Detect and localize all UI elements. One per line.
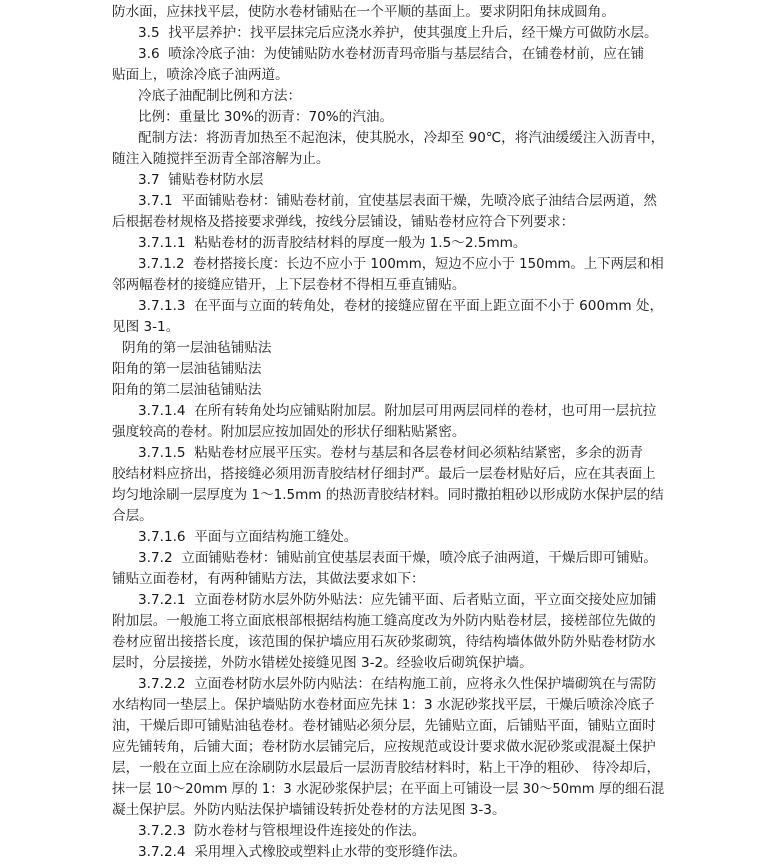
text-line: 3.7.2.3 防水卷材与管根埋设件连接处的作法。 <box>138 823 426 839</box>
text-line: 阳角的第一层油毡铺贴法 <box>112 361 262 377</box>
text-line: 防水面，应抹找平层，使防水卷材铺贴在一个平顺的基面上。要求阴阳角抹成圆角。 <box>112 4 615 20</box>
text-line: 随注入随搅拌至沥青全部溶解为止。 <box>112 151 330 167</box>
text-line: 3.7.2 立面铺贴卷材：铺贴前宜使基层表面干燥，喷冷底子油两道，干燥后即可铺贴。 <box>138 550 658 566</box>
text-line: 3.7 铺贴卷材防水层 <box>138 172 264 188</box>
text-line: 配制方法：将沥青加热至不起泡沫，使其脱水，冷却至 90℃，将汽油缓缓注入沥青中， <box>138 130 665 146</box>
text-line: 贴面上，喷涂冷底子油两道。 <box>112 67 289 83</box>
text-line: 水结构同一垫层上。保护墙贴防水卷材面应先抹 1：3 水泥砂浆找平层，干燥后喷涂冷底子 <box>112 697 655 713</box>
text-line: 3.7.1.3 在平面与立面的转角处，卷材的接缝应留在平面上距立面不小于 600mm 处， <box>138 298 664 314</box>
text-line: 铺贴立面卷材，有两种铺贴方法，其做法要求如下： <box>112 571 425 587</box>
text-line: 合层。 <box>112 508 153 524</box>
text-line: 附加层。一般施工将立面底根部根据结构施工缝高度改为外防内贴卷材层，接槎部位先做的 <box>112 613 656 629</box>
text-line: 3.7.1.2 卷材搭接长度：长边不应小于 100mm，短边不应小于 150mm。上下两层和相 <box>138 256 664 272</box>
text-line: 强度较高的卷材。附加层应按加固处的形状仔细粘贴紧密。 <box>112 424 466 440</box>
text-line: 冷底子油配制比例和方法： <box>138 88 302 104</box>
text-line: 见图 3-1。 <box>112 319 180 335</box>
text-line: 3.7.2.1 立面卷材防水层外防外贴法：应先铺平面、后者贴立面，平立面交接处应加铺 <box>138 592 657 608</box>
text-line: 抹一层 10～20mm 厚的 1：3 水泥砂浆保护层；在平面上可铺设一层 30～50mm 厚的细石混 <box>112 781 665 797</box>
text-line: 邻两幅卷材的接缝应错开，上下层卷材不得相互垂直铺贴。 <box>112 277 466 293</box>
text-line: 3.7.2.4 采用埋入式橡胶或塑料止水带的变形缝作法。 <box>138 844 467 860</box>
text-line: 层，一般在立面上应在涂刷防水层最后一层沥青胶结材料时，粘上干净的粗砂、 待冷却后， <box>112 760 661 776</box>
text-line: 层时，分层接搓，外防水错槎处接缝见图 3-2。经验收后砌筑保护墙。 <box>112 655 533 671</box>
text-line: 油，干燥后即可铺贴油毡卷材。卷材铺贴必须分层，先铺贴立面，后铺贴平面，铺贴立面时 <box>112 718 656 734</box>
text-line: 阳角的第二层油毡铺贴法 <box>112 382 262 398</box>
text-line: 阴角的第一层油毡铺贴法 <box>122 340 272 356</box>
text-line: 3.7.1.5 粘贴卷材应展平压实。卷材与基层和各层卷材间必须粘结紧密，多余的沥青 <box>138 445 643 461</box>
text-line: 胶结材料应挤出，搭接缝必须用沥青胶结材仔细封严。最后一层卷材贴好后，应在其表面上 <box>112 466 656 482</box>
text-line: 3.5 找平层养护：找平层抹完后应浇水养护，使其强度上升后，经干燥方可做防水层。 <box>138 25 658 41</box>
text-line: 3.6 喷涂冷底子油：为使铺贴防水卷材沥青玛帝脂与基层结合，在铺卷材前，应在铺 <box>138 46 645 62</box>
text-line: 3.7.1.6 平面与立面结构施工缝处。 <box>138 529 358 545</box>
text-line: 后根据卷材规格及搭接要求弹线，按线分层铺设，铺贴卷材应符合下列要求： <box>112 214 575 230</box>
text-line: 3.7.2.2 立面卷材防水层外防内贴法：在结构施工前，应将永久性保护墙砌筑在与需防 <box>138 676 657 692</box>
text-line: 3.7.1 平面铺贴卷材：铺贴卷材前，宜使基层表面干燥，先喷冷底子油结合层两道，然 <box>138 193 658 209</box>
text-line: 应先铺转角，后铺大面；卷材防水层铺完后，应按规范或设计要求做水泥砂浆或混凝土保护 <box>112 739 656 755</box>
text-line: 卷材应留出接搭长度，该范围的保护墙应用石灰砂浆砌筑，待结构墙体做外防外贴卷材防水 <box>112 634 656 650</box>
text-line: 3.7.1.1 粘贴卷材的沥青胶结材料的厚度一般为 1.5～2.5mm。 <box>138 235 527 251</box>
text-line: 凝土保护层。外防内贴法保护墙铺设转折处卷材的方法见图 3-3。 <box>112 802 506 818</box>
text-line: 均匀地涂刷一层厚度为 1～1.5mm 的热沥青胶结材料。同时撒拍粗砂以形成防水保护层的结 <box>112 487 664 503</box>
text-line: 3.7.1.4 在所有转角处均应铺贴附加层。附加层可用两层同样的卷材，也可用一层抗拉 <box>138 403 657 419</box>
text-line: 比例：重量比 30%的沥青：70%的汽油。 <box>138 109 394 125</box>
